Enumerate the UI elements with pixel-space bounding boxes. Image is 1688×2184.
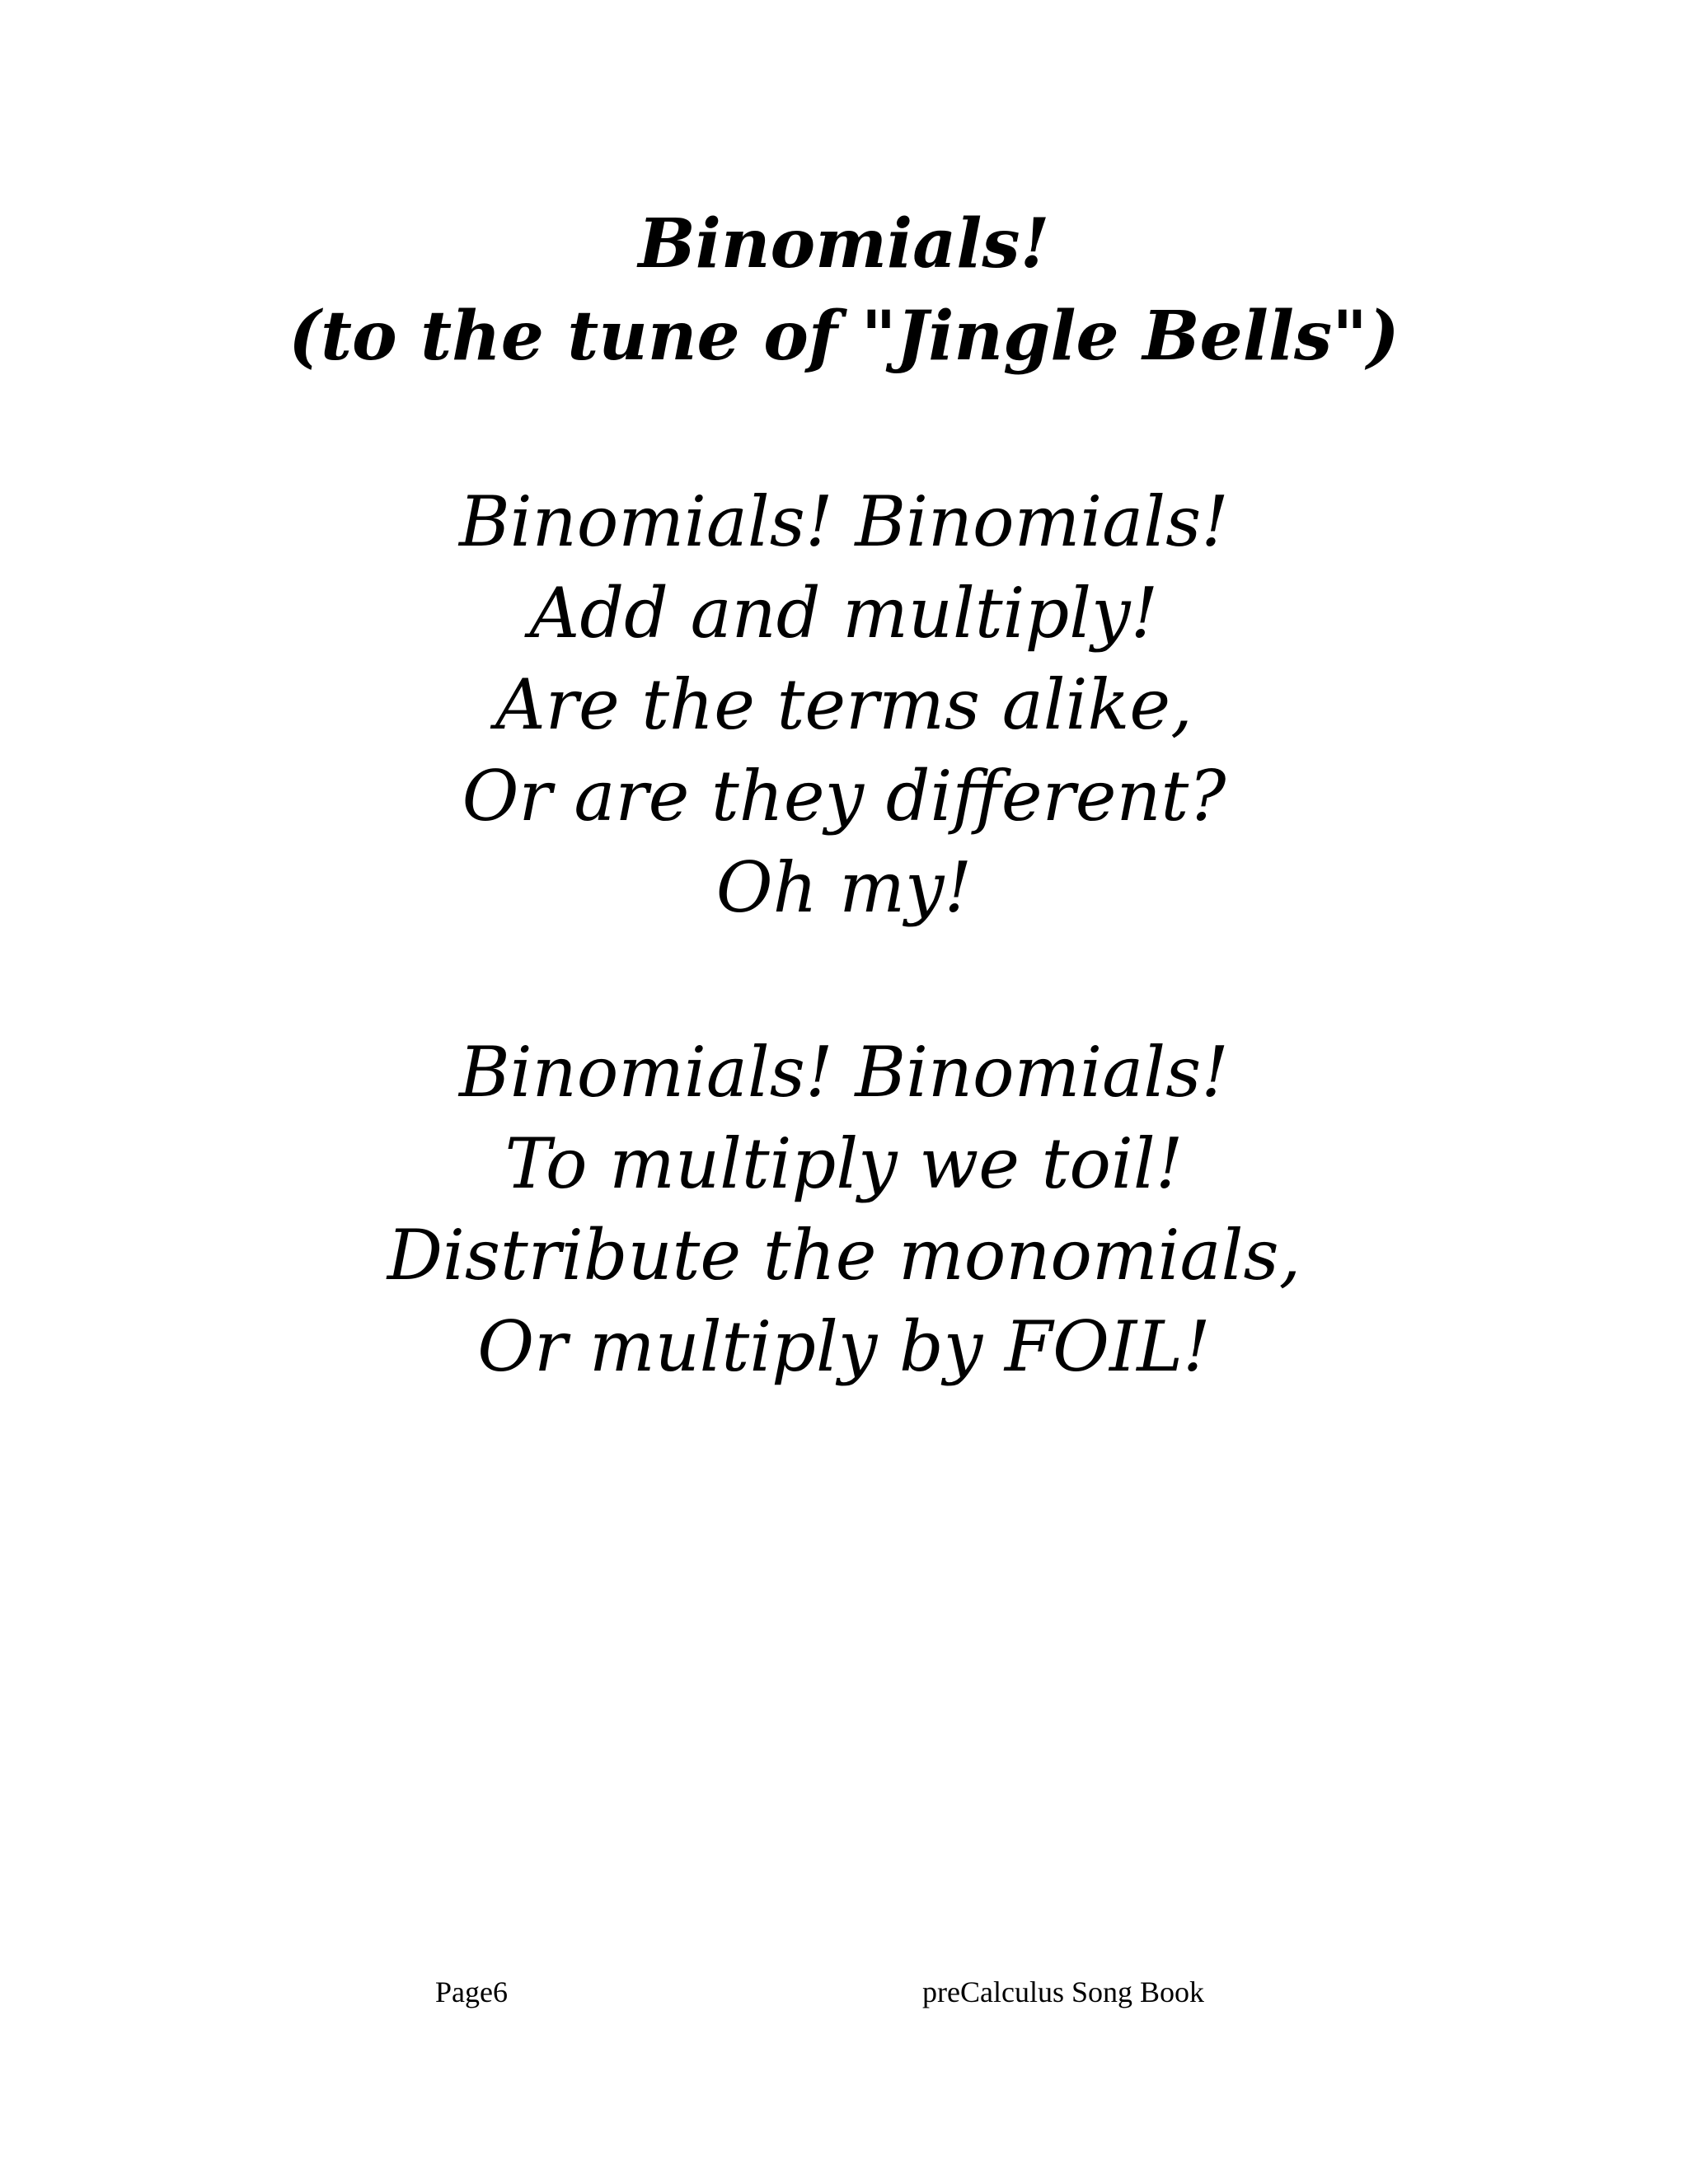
lyric-line: Are the terms alike,	[495, 664, 1193, 745]
song-title-block	[0, 198, 1688, 382]
book-title: preCalculus Song Book	[922, 1975, 1204, 2008]
lyric-line: Binomials! Binomials!	[459, 1032, 1229, 1113]
lyric-line: Or are they different?	[462, 756, 1226, 837]
lyric-line: To multiply we toil!	[504, 1123, 1184, 1204]
lyric-line: Distribute the monomials,	[387, 1215, 1301, 1296]
lyric-line: Oh my!	[715, 847, 973, 928]
page-number: Page6	[435, 1975, 508, 2008]
song-title: Binomials!	[638, 204, 1050, 284]
verse-2	[0, 1027, 1688, 1393]
song-subtitle: (to the tune of "Jingle Bells")	[288, 297, 1400, 376]
lyric-line: Binomials! Binomials!	[459, 481, 1229, 562]
lyric-line: Add and multiply!	[529, 573, 1159, 654]
verse-1	[0, 476, 1688, 934]
lyric-line: Or multiply by FOIL!	[477, 1306, 1211, 1387]
